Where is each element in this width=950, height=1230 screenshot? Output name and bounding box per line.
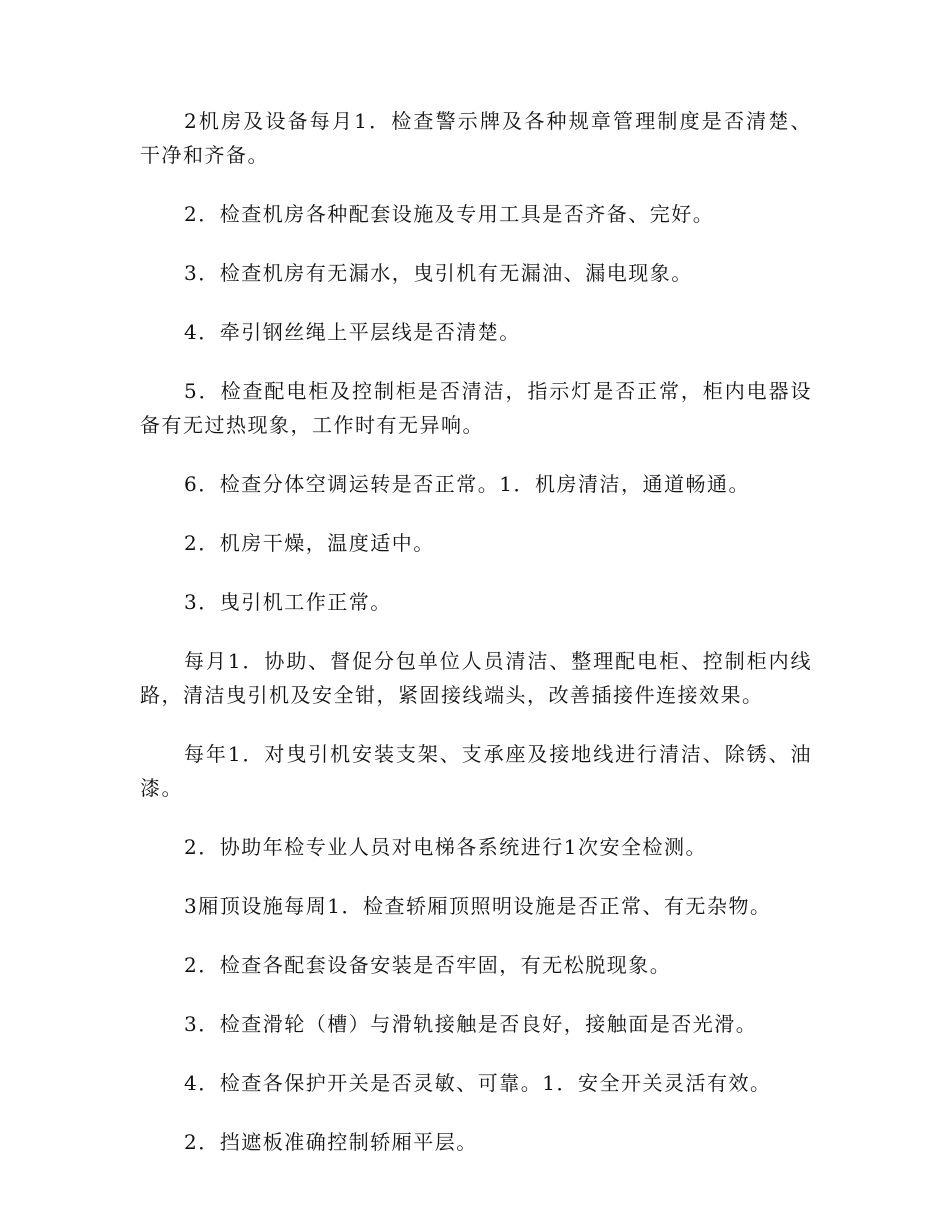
paragraph: 每年1．对曳引机安装支架、支承座及接地线进行清洁、除锈、油漆。 <box>140 742 812 800</box>
paragraph: 2．挡遮板准确控制轿厢平层。 <box>184 1130 478 1154</box>
paragraph: 每月1．协助、督促分包单位人员清洁、整理配电柜、控制柜内线路，清洁曳引机及安全钳，紧固接线端头，改善插接件连接效果。 <box>140 649 812 707</box>
paragraph: 2．机房干燥，温度适中。 <box>184 531 435 555</box>
paragraph: 3．曳引机工作正常。 <box>184 590 392 614</box>
paragraph: 5．检查配电柜及控制柜是否清洁，指示灯是否正常，柜内电器设备有无过热现象，工作时有无异响。 <box>140 379 812 437</box>
paragraph: 4．检查各保护开关是否灵敏、可靠。1．安全开关灵活有效。 <box>184 1071 772 1095</box>
paragraph: 4．牵引钢丝绳上平层线是否清楚。 <box>184 320 521 344</box>
paragraph: 2机房及设备每月1．检查警示牌及各种规章管理制度是否清楚、干净和齐备。 <box>140 109 812 167</box>
paragraph: 2．检查各配套设备安装是否牢固，有无松脱现象。 <box>184 953 672 977</box>
paragraph: 3厢顶设施每周1．检查轿厢顶照明设施是否正常、有无杂物。 <box>184 894 772 918</box>
document-body <box>140 104 812 1184</box>
paragraph: 2．协助年检专业人员对电梯各系统进行1次安全检测。 <box>184 835 707 859</box>
paragraph: 3．检查机房有无漏水，曳引机有无漏油、漏电现象。 <box>184 261 693 285</box>
paragraph: 3．检查滑轮（槽）与滑轨接触是否良好，接触面是否光滑。 <box>184 1012 758 1036</box>
paragraph: 6．检查分体空调运转是否正常。1．机房清洁，通道畅通。 <box>184 472 750 496</box>
paragraph: 2．检查机房各种配套设施及专用工具是否齐备、完好。 <box>184 202 715 226</box>
